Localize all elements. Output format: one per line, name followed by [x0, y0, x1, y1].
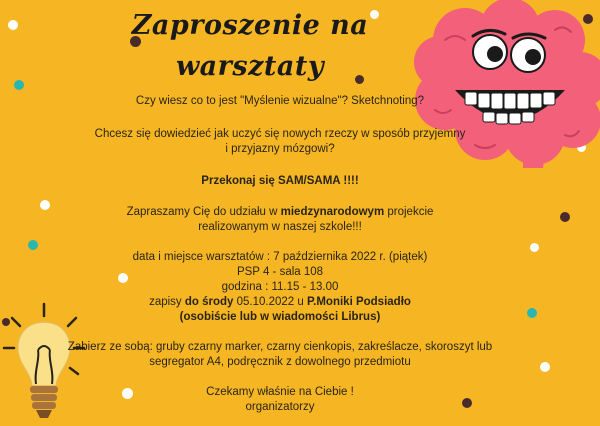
bring-line-1: Zabierz ze sobą: gruby czarny marker, czarny cienkopis, zakreślacze, skoroszyt lub — [67, 341, 493, 353]
signup-pre: zapisy — [149, 296, 185, 308]
signup-deadline: do środy — [184, 296, 234, 308]
decor-dot — [527, 308, 537, 318]
title-line-1: Zaproszenie na — [131, 10, 369, 41]
invite-pre: Zapraszamy Cię do udziału w — [126, 206, 281, 218]
signup-line-1 — [60, 295, 500, 310]
title-line-2: warsztaty — [175, 51, 325, 82]
date-line: data i miejsce warsztatów : 7 października 2022 r. (piątek) — [132, 251, 428, 263]
question-2-line-2: i przyjazny mózgowi? — [225, 143, 335, 155]
signup-mid: 05.10.2022 u — [233, 296, 307, 308]
decor-dot — [40, 200, 50, 210]
decor-dot — [8, 20, 18, 30]
closing-line: Czekamy właśnie na Ciebie ! — [206, 386, 354, 398]
invite-line-2: realizowanym w naszej szkole!!! — [198, 221, 362, 233]
signature-line: organizatorzy — [245, 401, 315, 413]
invite-post: projekcie — [384, 206, 434, 218]
signup-teacher: P.Moniki Podsiadło — [306, 296, 411, 308]
invite-line-1 — [60, 205, 500, 220]
decor-dot — [540, 362, 550, 372]
question-1: Czy wiesz co to jest "Myślenie wizualne"? Sketchnoting? — [135, 95, 425, 107]
decor-dot — [530, 243, 539, 252]
question-2-line-1: Chcesz się dowiedzieć jak uczyć się nowych rzeczy w sposób przyjemny — [94, 128, 466, 140]
convince-text: Przekonaj się SAM/SAMA !!!! — [201, 175, 359, 187]
signup-line-2: (osobiście lub w wiadomości Librus) — [179, 311, 381, 323]
decor-dot — [28, 240, 38, 250]
decor-dot — [560, 212, 570, 222]
bring-line-2: segregator A4, podręcznik z dowolnego przedmiotu — [149, 356, 411, 368]
place-line: PSP 4 - sala 108 — [236, 266, 324, 278]
invite-bold: miedzynarodowym — [280, 206, 385, 218]
time-line: godzina : 11.15 - 13.00 — [221, 281, 339, 293]
decor-dot — [14, 80, 24, 90]
